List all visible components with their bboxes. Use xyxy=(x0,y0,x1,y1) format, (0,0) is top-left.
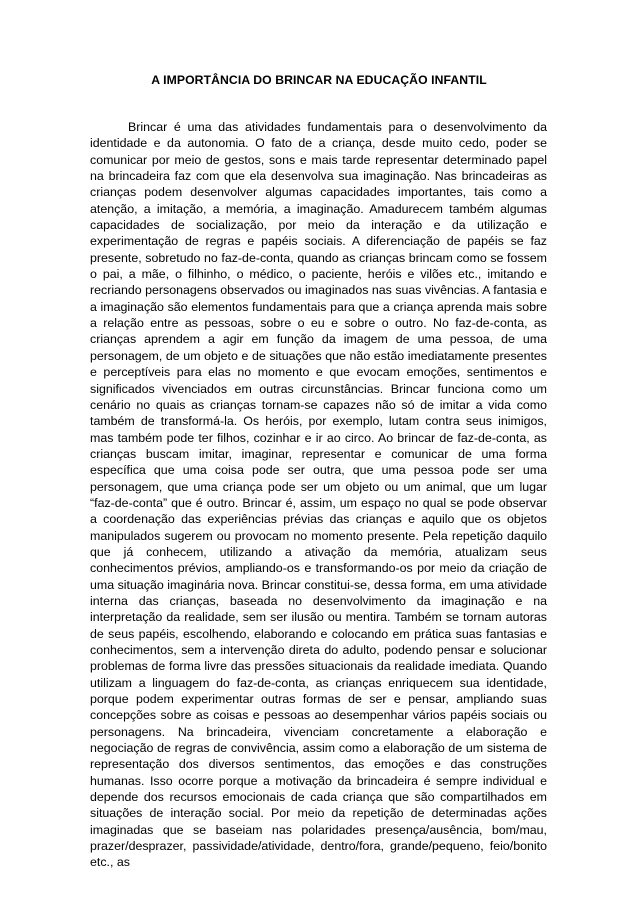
body-paragraph: Brincar é uma das atividades fundamentais para o desenvolvimento da identidade e da autonomia. O fato de a criança, desde muito cedo, poder se comunicar por meio de gestos, sons e mais tarde representar determinado papel na brincadeira faz com que ela desenvolva sua imaginação. Nas brincadeiras as crianças podem desenvolver algumas capacidades importantes, tais como a atenção, a imitação, a memória, a imaginação. Amadurecem também algumas capacidades de socialização, por meio da interação e da utilização e experimentação de regras e papéis sociais. A diferenciação de papéis se faz presente, sobretudo no faz-de-conta, quando as crianças brincam como se fossem o pai, a mãe, o filhinho, o médico, o paciente, heróis e vilões etc., imitando e recriando personagens observados ou imaginados nas suas vivências. A fantasia e a imaginação são elementos fundamentais para que a criança aprenda mais sobre a relação entre as pessoas, sobre o eu e sobre o outro. No faz-de-conta, as crianças aprendem a agir em função da imagem de uma pessoa, de uma personagem, de um objeto e de situações que não estão imediatamente presentes e perceptíveis para elas no momento e que evocam emoções, sentimentos e significados vivenciados em outras circunstâncias. Brincar funciona como um cenário no quais as crianças tornam-se capazes não só de imitar a vida como também de transformá-la. Os heróis, por exemplo, lutam contra seus inimigos, mas também pode ter filhos, cozinhar e ir ao circo. Ao brincar de faz-de-conta, as crianças buscam imitar, imaginar, representar e comunicar de uma forma específica que uma coisa pode ser outra, que uma pessoa pode ser uma personagem, que uma criança pode ser um objeto ou um animal, que um lugar “faz-de-conta” que é outro. Brincar é, assim, um espaço no qual se pode observar a coordenação das experiências prévias das crianças e aquilo que os objetos manipulados sugerem ou provocam no momento presente. Pela repetição daquilo que já conhecem, utilizando a ativação da memória, atualizam seus conhecimentos prévios, ampliando-os e transformando-os por meio da criação de uma situação imaginária nova. Brincar constitui-se, dessa forma, em uma atividade interna das crianças, baseada no desenvolvimento da imaginação e na interpretação da realidade, sem ser ilusão ou mentira. Também se tornam autoras de seus papéis, escolhendo, elaborando e colocando em prática suas fantasias e conhecimentos, sem a intervenção direta do adulto, podendo pensar e solucionar problemas de forma livre das pressões situacionais da realidade imediata. Quando utilizam a linguagem do faz-de-conta, as crianças enriquecem sua identidade, porque podem experimentar outras formas de ser e pensar, ampliando suas concepções sobre as coisas e pessoas ao desempenhar vários papéis sociais ou personagens. Na brincadeira, vivenciam concretamente a elaboração e negociação de regras de convivência, assim como a elaboração de um sistema de representação dos diversos sentimentos, das emoções e das construções humanas. Isso ocorre porque a motivação da brincadeira é sempre individual e depende dos recursos emocionais de cada criança que são compartilhados em situações de interação social. Por meio da repetição de determinadas ações imaginadas que se baseiam nas polaridades presença/ausência, bom/mau, prazer/desprazer, passividade/atividade, dentro/fora, grande/pequeno, feio/bonito etc., as xyxy=(90,120,547,870)
document-title: A IMPORTÂNCIA DO BRINCAR NA EDUCAÇÃO INFANTIL xyxy=(151,73,487,87)
